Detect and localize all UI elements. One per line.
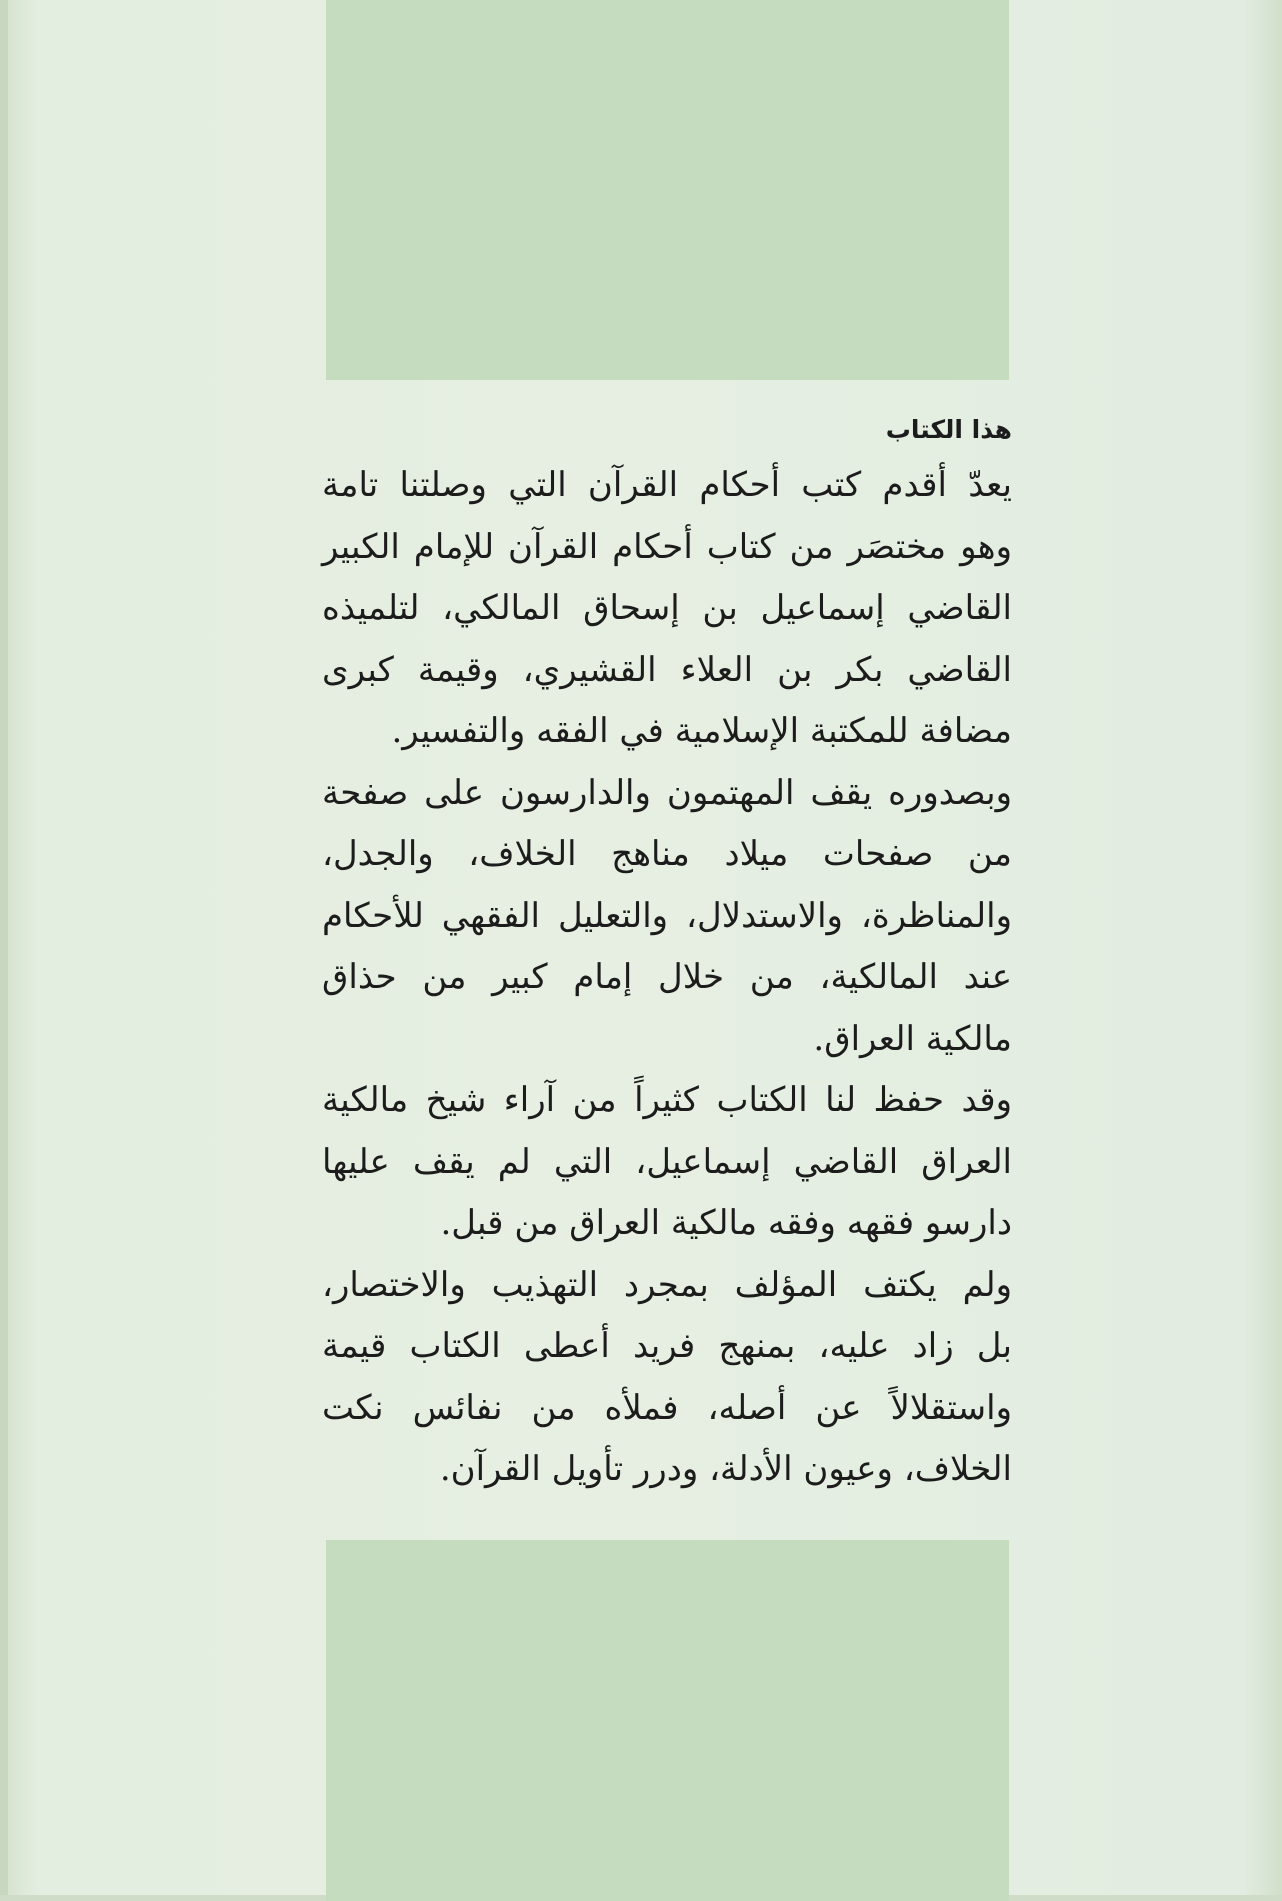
blurb-paragraph-2 <box>322 763 1012 1071</box>
text-line: من صفحات ميلاد مناهج الخلاف، والجدل، <box>322 834 1012 874</box>
text-line: يعدّ أقدم كتب أحكام القرآن التي وصلتنا تامة <box>322 465 1012 505</box>
text-line: الخلاف، وعيون الأدلة، ودرر تأويل القرآن. <box>439 1449 1012 1489</box>
text-line: عند المالكية، من خلال إمام كبير من حذاق <box>322 957 1012 997</box>
text-line: دارسو فقهه وفقه مالكية العراق من قبل. <box>440 1203 1012 1243</box>
blurb-paragraph-1 <box>322 455 1012 763</box>
decorative-panel-top <box>326 0 1009 380</box>
text-line: وقد حفظ لنا الكتاب كثيراً من آراء شيخ مالكية <box>322 1080 1012 1120</box>
blurb-paragraph-4 <box>322 1255 1012 1501</box>
blurb-text-block <box>322 405 1012 1501</box>
text-line: مالكية العراق. <box>813 1018 1012 1059</box>
text-line: وبصدوره يقف المهتمون والدارسون على صفحة <box>322 772 1012 813</box>
text-line: العراق القاضي إسماعيل، التي لم يقف عليها <box>322 1141 1012 1182</box>
text-line: ولم يكتف المؤلف بمجرد التهذيب والاختصار، <box>322 1264 1012 1305</box>
cover-spine-edge <box>0 0 8 1901</box>
text-line: القاضي إسماعيل بن إسحاق المالكي، لتلميذه <box>322 588 1012 628</box>
text-line: واستقلالاً عن أصله، فملأه من نفائس نكت <box>322 1387 1012 1428</box>
decorative-panel-bottom <box>326 1540 1009 1901</box>
blurb-paragraph-3 <box>322 1070 1012 1255</box>
text-line: بل زاد عليه، بمنهج فريد أعطى الكتاب قيمة <box>322 1326 1013 1366</box>
text-line: مضافة للمكتبة الإسلامية في الفقه والتفسير. <box>391 711 1012 751</box>
text-line: القاضي بكر بن العلاء القشيري، وقيمة كبرى <box>322 649 1012 690</box>
text-line: والمناظرة، والاستدلال، والتعليل الفقهي للأحكام <box>322 895 1012 936</box>
blurb-heading: هذا الكتاب <box>885 415 1012 444</box>
text-line: وهو مختصَر من كتاب أحكام القرآن للإمام الكبير <box>322 526 1012 567</box>
